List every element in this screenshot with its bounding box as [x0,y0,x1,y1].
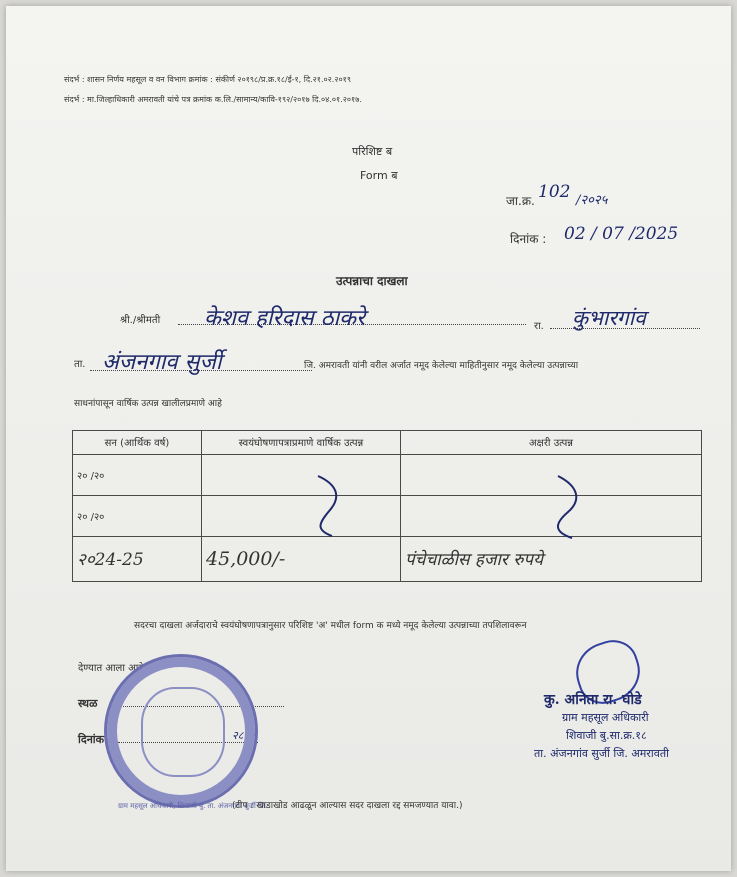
officer-code: शिवाजी बु.सा.क्र.१८ [566,729,647,742]
seal-text: ग्राम महसूल अधिकारी, शिवाजी बु. ता. अंजनगांव सुर्जी जि. [118,802,268,810]
outward-year: /२०२५ [576,193,608,208]
village-value: कुंभारगांव [572,306,646,330]
officer-place: ता. अंजनगांव सुर्जी जि. अमरावती [534,747,669,760]
header-income-in-words: अक्षरी उत्पन्न [401,431,702,455]
district-text: जि. अमरावती यांनी वरील अर्जात नमूद केलेल्या माहितीनुसार नमूद केलेल्या उत्पन्नाच्या [304,361,579,371]
row-3-year: २०24-25 [73,536,202,581]
tip-note: (टीप : खाडाखोड आढळून आल्यास सदर दाखला रद्द समजण्यात यावा.) [232,801,463,811]
taluka-value: अंजनगाव सुर्जी [102,350,222,375]
row-1-2-dash-stroke [318,476,336,536]
reference-line-2: संदर्भ : मा.जिल्हाधिकारी अमरावती यांचे पत्र क्रमांक क.लि./सामान्य/कावि-१९२/२०१७ दि.०४.०१.२०१७. [64,95,362,104]
row-3-words: पंचेचाळीस हजार रुपये [401,536,702,581]
taluka-prefix: ता. [74,359,86,370]
applicant-name: केशव हरिदास ठाकरे [204,306,366,331]
reference-line-1: संदर्भ : शासन निर्णय महसूल व वन विभाग क्रमांक : संकीर्ण २०१९८/प्र.क्र.१८/ई-१, दि.२१.०२.२०१९ [64,75,351,84]
row-3-amount: 45,000/- [202,536,401,581]
header-year: सन (आर्थिक वर्ष) [73,431,202,455]
note-line: सदरचा दाखला अर्जदाराचे स्वयंघोषणापत्रानुसार परिशिष्ट 'अ' मधील form क मध्ये नमूद केलेल्या उत्पन्नाच्या तपशिलावरून [134,621,527,631]
row-1-2-words-dash-stroke [558,476,576,538]
outward-no-label: जा.क्र. [506,194,535,208]
header-annual-income: स्वयंघोषणापत्राप्रमाणे वार्षिक उत्पन्न [202,431,401,455]
village-prefix: रा. [534,321,544,332]
form-label: Form ब [360,169,398,182]
date-value: 02 / 07 /2025 [564,224,679,244]
date-label: दिनांक : [510,232,547,246]
name-prefix: श्री./श्रीमती [120,315,161,326]
row-1-year: २० /२० [73,454,202,495]
certificate-title: उत्पन्नाचा दाखला [336,274,408,288]
official-seal [104,654,258,808]
given-label: देण्यात आला आहे. [78,663,147,674]
row-2-year: २० /२० [73,495,202,536]
annex-label: परिशिष्ट ब [352,145,393,158]
emblem-icon [141,687,225,777]
officer-name: कु. अनिता रा. घोडे [544,692,642,708]
seal-number: २८९० [232,729,255,742]
officer-title: ग्राम महसूल अधिकारी [562,711,649,724]
place-label: स्थळ [78,697,98,710]
outward-no-value: 102 [538,182,571,202]
certificate-paper [6,6,731,871]
date-footer-label: दिनांक [78,733,105,746]
income-sources-text: साधनांपासून वार्षिक उत्पन्न खालीलप्रमाणे आहे [74,399,222,409]
